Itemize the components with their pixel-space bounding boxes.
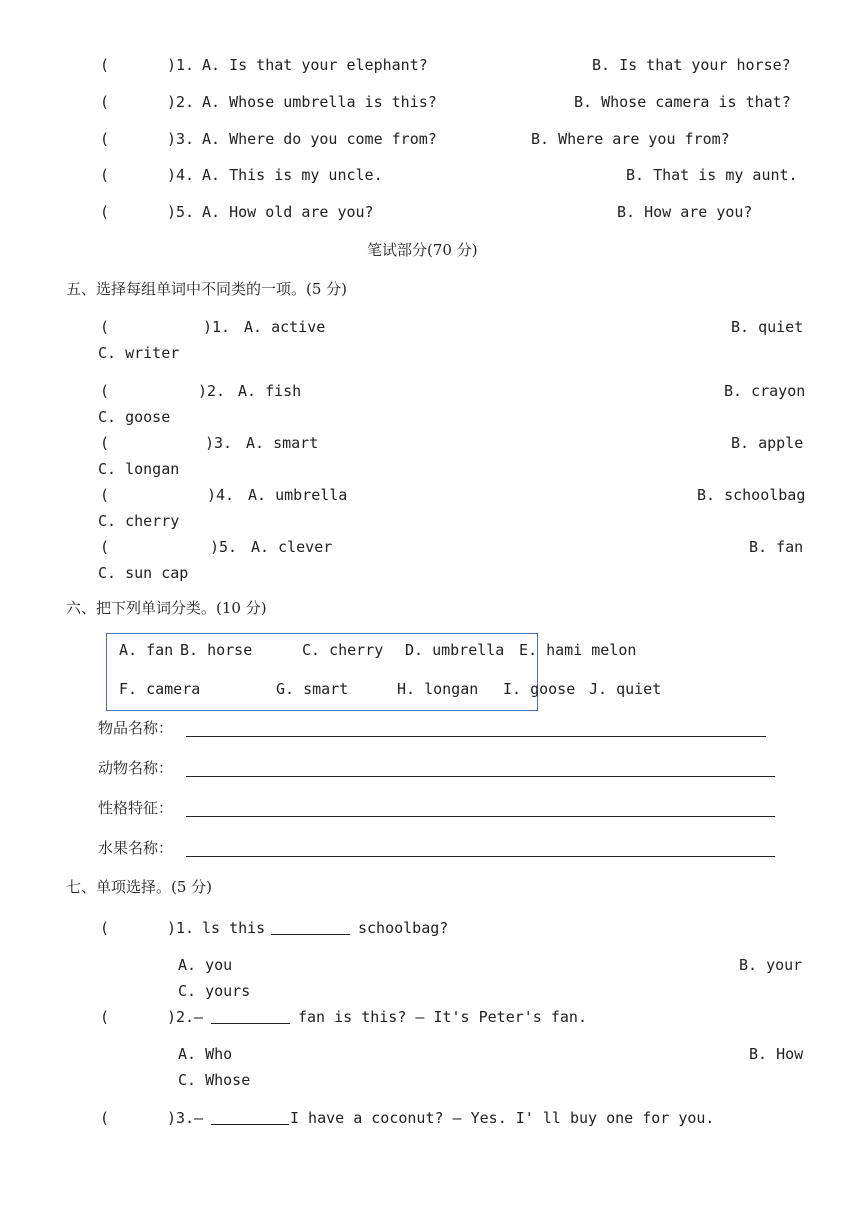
question-number: )1. (203, 318, 231, 336)
answer-paren[interactable]: ( (100, 166, 110, 184)
option-a: A. umbrella (248, 486, 348, 504)
section6-title: 六、把下列单词分类。(10 分) (66, 599, 267, 617)
word-e: E. hami melon (519, 641, 637, 659)
fill-blank[interactable] (211, 1023, 290, 1024)
question-number: )3. (205, 434, 233, 452)
option-a: A. fish (238, 382, 302, 400)
option-b: B. Whose camera is that? (574, 93, 791, 111)
option-a: A. Whose umbrella is this? (202, 93, 437, 111)
word-i: I. goose (503, 680, 576, 698)
answer-paren[interactable]: ( (100, 1109, 110, 1127)
option-b: B. schoolbag (697, 486, 806, 504)
category-label: 性格特征： (98, 799, 174, 817)
word-h: H. longan (397, 680, 479, 698)
category-label: 物品名称： (98, 719, 174, 737)
word-b: B. horse (180, 641, 253, 659)
question-text-pre: ls this (202, 919, 266, 937)
answer-paren[interactable]: ( (100, 486, 110, 504)
option-a: A. you (178, 956, 233, 974)
written-heading: 笔试部分(70 分) (367, 241, 478, 259)
answer-paren[interactable]: ( (100, 538, 110, 556)
option-a: A. active (244, 318, 326, 336)
fill-blank[interactable] (271, 934, 350, 935)
question-number: )3. (167, 1109, 195, 1127)
option-b: B. apple (731, 434, 804, 452)
dash: — (194, 1008, 204, 1026)
option-b: B. Where are you from? (531, 130, 730, 148)
option-b: B. fan (749, 538, 804, 556)
option-c: C. writer (98, 344, 180, 362)
option-a: A. Who (178, 1045, 233, 1063)
answer-line[interactable] (186, 856, 775, 857)
option-c: C. cherry (98, 512, 180, 530)
option-a: A. Is that your elephant? (202, 56, 428, 74)
fill-blank[interactable] (211, 1124, 289, 1125)
option-a: A. Where do you come from? (202, 130, 437, 148)
question-number: )4. (167, 166, 195, 184)
word-j: J. quiet (589, 680, 662, 698)
word-f: F. camera (119, 680, 201, 698)
dash: — (194, 1109, 204, 1127)
question-text-post: I have a coconut? — Yes. I' ll buy one for you. (290, 1109, 715, 1127)
option-c: C. yours (178, 982, 251, 1000)
option-a: A. How old are you? (202, 203, 374, 221)
answer-line[interactable] (186, 816, 775, 817)
answer-paren[interactable]: ( (100, 130, 110, 148)
question-number: )5. (210, 538, 238, 556)
answer-paren[interactable]: ( (100, 203, 110, 221)
answer-paren[interactable]: ( (100, 1008, 110, 1026)
option-a: A. clever (251, 538, 333, 556)
section7-title: 七、单项选择。(5 分) (66, 878, 213, 896)
answer-paren[interactable]: ( (100, 56, 110, 74)
option-b: B. That is my aunt. (626, 166, 798, 184)
answer-paren[interactable]: ( (100, 434, 110, 452)
word-c: C. cherry (302, 641, 384, 659)
question-number: )2. (167, 1008, 195, 1026)
answer-paren[interactable]: ( (100, 93, 110, 111)
answer-line[interactable] (186, 776, 775, 777)
section5-title: 五、选择每组单词中不同类的一项。(5 分) (66, 280, 348, 298)
word-d: D. umbrella (405, 641, 505, 659)
question-text-post: schoolbag? (358, 919, 449, 937)
question-number: )4. (207, 486, 235, 504)
option-c: C. longan (98, 460, 180, 478)
question-number: )1. (167, 56, 195, 74)
answer-paren[interactable]: ( (100, 382, 110, 400)
question-number: )5. (167, 203, 195, 221)
category-label: 动物名称： (98, 759, 174, 777)
option-b: B. crayon (724, 382, 806, 400)
option-b: B. Is that your horse? (592, 56, 791, 74)
word-g: G. smart (276, 680, 349, 698)
answer-paren[interactable]: ( (100, 919, 110, 937)
question-number: )2. (167, 93, 195, 111)
answer-line[interactable] (186, 736, 766, 737)
question-number: )2. (198, 382, 226, 400)
answer-paren[interactable]: ( (100, 318, 110, 336)
option-b: B. How (749, 1045, 804, 1063)
option-b: B. How are you? (617, 203, 753, 221)
question-number: )1. (167, 919, 195, 937)
category-label: 水果名称： (98, 839, 174, 857)
option-c: C. sun cap (98, 564, 189, 582)
question-text-post: fan is this? — It's Peter's fan. (298, 1008, 587, 1026)
word-a: A. fan (119, 641, 174, 659)
option-a: A. This is my uncle. (202, 166, 383, 184)
option-a: A. smart (246, 434, 319, 452)
option-b: B. quiet (731, 318, 804, 336)
option-b: B. your (739, 956, 803, 974)
question-number: )3. (167, 130, 195, 148)
option-c: C. Whose (178, 1071, 251, 1089)
option-c: C. goose (98, 408, 171, 426)
